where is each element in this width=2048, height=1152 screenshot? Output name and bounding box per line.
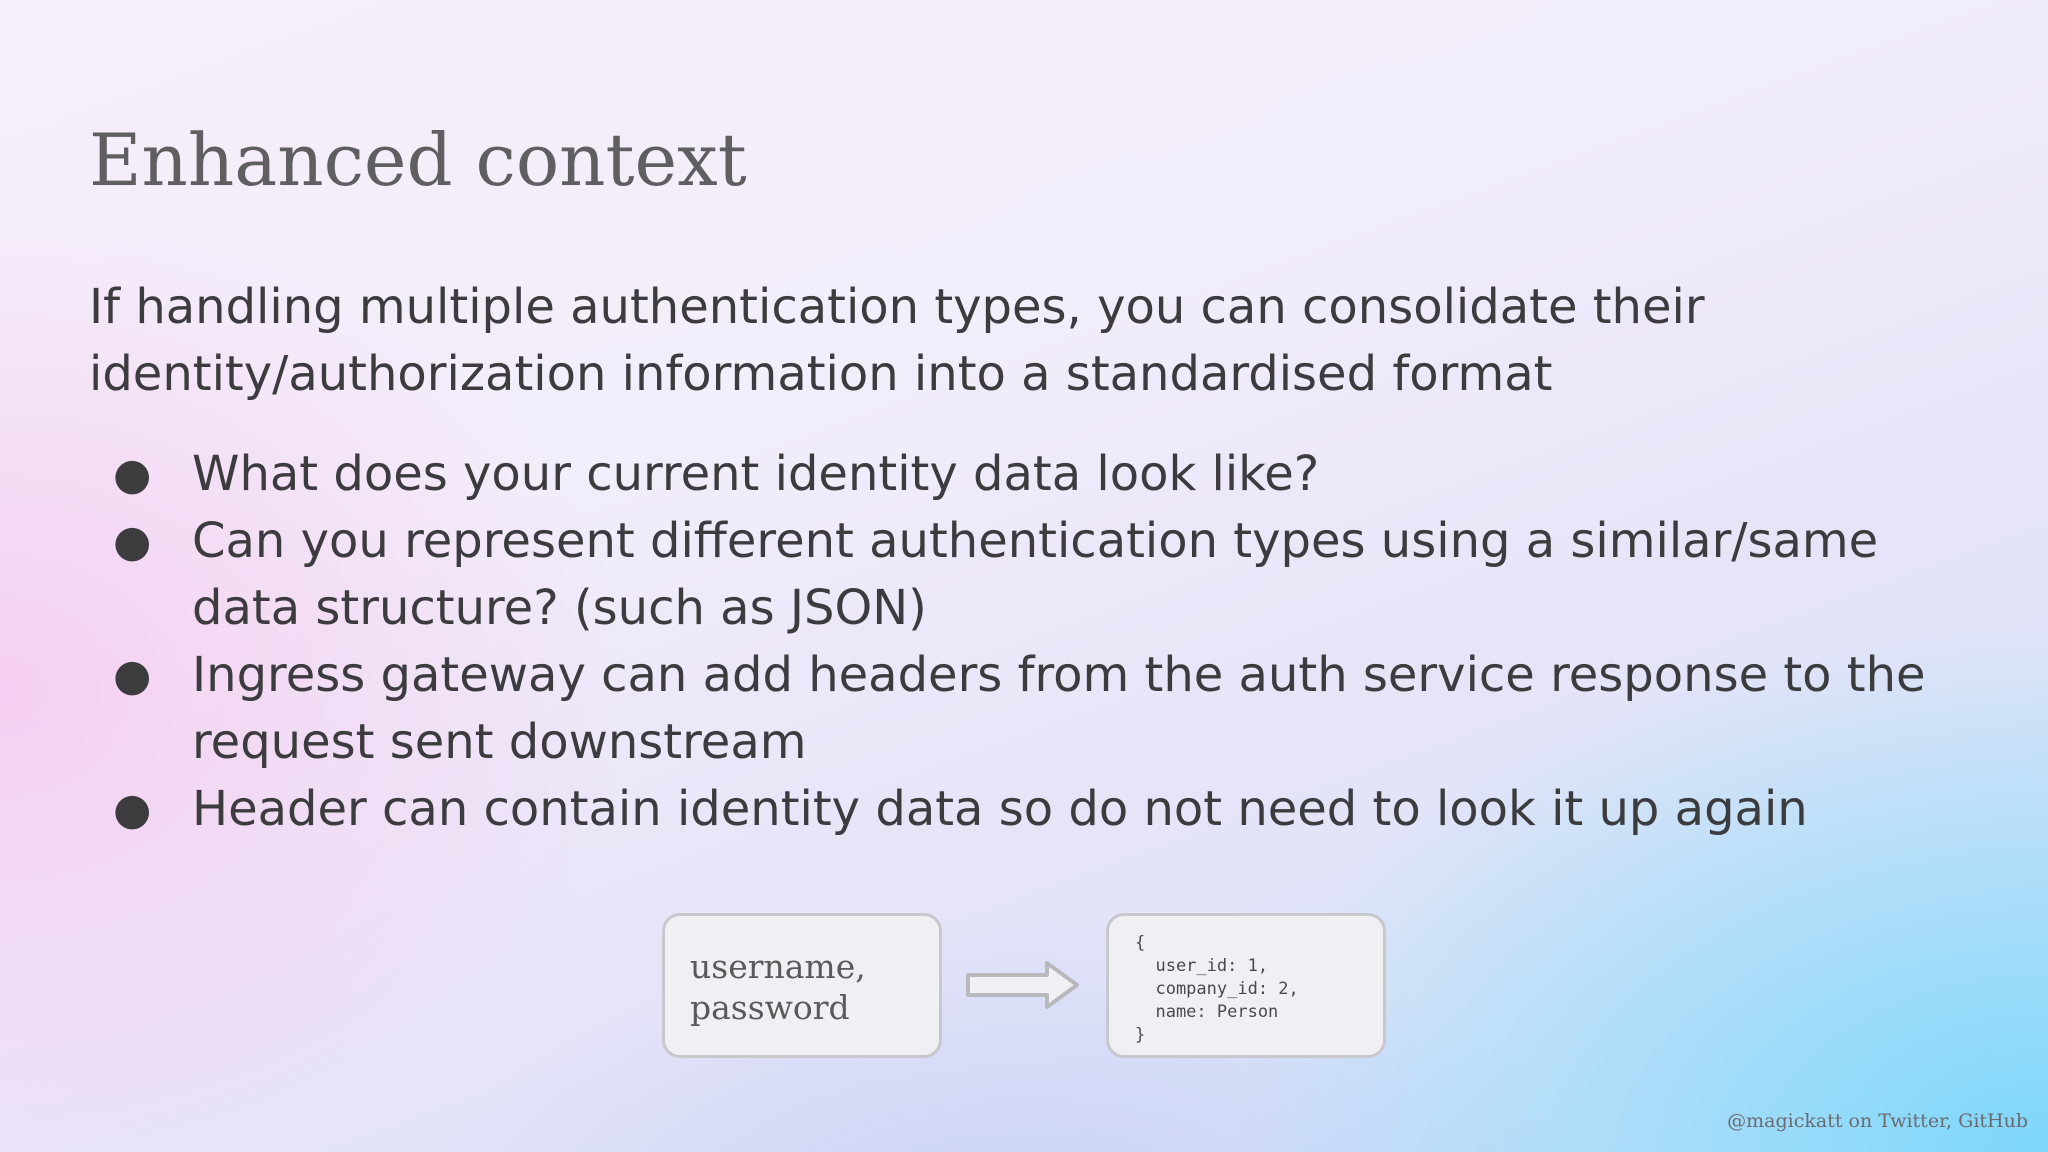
- bullet-dot-icon: ●: [113, 784, 152, 835]
- bullet-list: [89, 441, 1989, 843]
- bullet-dot-icon: ●: [113, 650, 152, 701]
- bullet-dot-icon: ●: [113, 516, 152, 567]
- bullet-text: What does your current identity data look like?: [192, 446, 1320, 502]
- slide-title: Enhanced context: [89, 118, 747, 202]
- intro-paragraph: If handling multiple authentication types, you can consolidate their identity/authorization information into a standardised format: [89, 279, 1705, 402]
- identity-json-box: [1106, 913, 1386, 1058]
- bullet-text: Header can contain identity data so do not need to look it up again: [192, 781, 1808, 837]
- footer-credit: @magickatt on Twitter, GitHub: [1727, 1110, 2028, 1132]
- bullet-text: Can you represent different authentication types using a similar/same data structure? (such as JSON): [192, 513, 1879, 636]
- list-item: [89, 642, 1989, 776]
- list-item: [89, 776, 1989, 843]
- list-item: [89, 508, 1989, 642]
- list-item: [89, 441, 1989, 508]
- identity-json-text: { user_id: 1, company_id: 2, name: Person }: [1135, 933, 1299, 1045]
- credentials-box: [662, 913, 942, 1058]
- right-arrow-icon: [965, 960, 1081, 1010]
- credentials-text: username, password: [690, 947, 866, 1027]
- bullet-text: Ingress gateway can add headers from the auth service response to the request sent downstream: [192, 647, 1926, 770]
- bullet-dot-icon: ●: [113, 449, 152, 500]
